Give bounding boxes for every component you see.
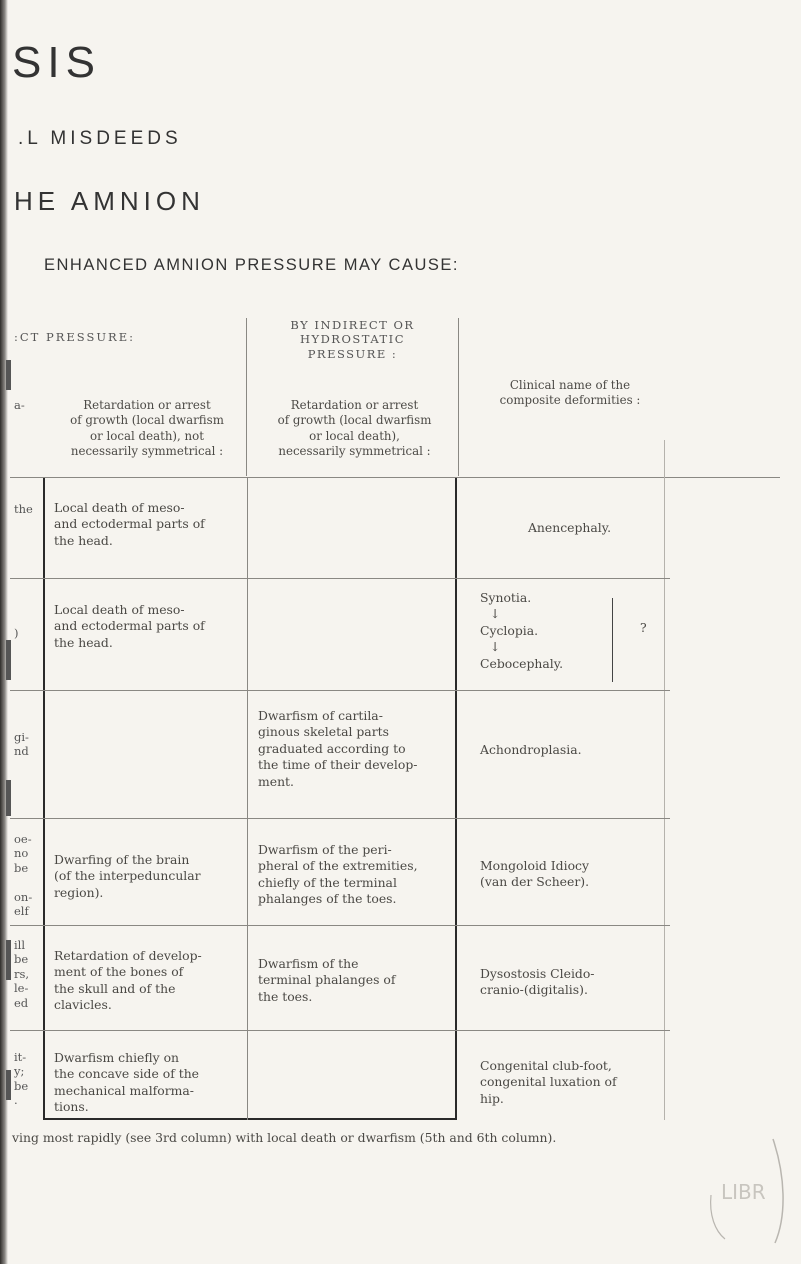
rule [664,440,665,1120]
row-indirect: Dwarfism of the terminal phalanges of the toes. [258,956,396,1004]
row-clinical: Synotia. ↓ Cyclopia. ↓ Cebocephaly. [480,590,630,672]
table-border [455,478,457,1120]
row-edge: the [14,502,33,516]
rule [458,318,459,476]
gutter-mark [6,780,11,816]
row-direct: Local death of meso- and ectodermal parts of the head. [54,602,205,650]
row-edge: ill be rs, le- ed [14,938,30,1010]
left-edge-a: a- [14,398,25,412]
heading-a: SIS [12,38,101,87]
query-mark: ? [640,620,647,635]
svg-text:LIBR: LIBR [721,1180,766,1204]
col2-sub: Retardation or arrest of growth (local dwarfism or local death), necessarily symmetrical : [277,398,432,458]
row-rule [10,818,670,819]
gutter-mark [6,940,11,980]
row-edge: oe- no be on- elf [14,832,33,918]
gutter-mark [6,640,11,680]
row-direct: Retardation of develop- ment of the bones of the skull and of the clavicles. [54,948,202,1013]
col2-head: BY INDIRECT OR HYDROSTATIC PRESSURE : [290,318,415,361]
bracket [612,598,613,682]
table-border [43,478,45,1120]
col1-head: :CT PRESSURE: [14,330,135,344]
heading-b: .L MISDEEDS [18,128,182,149]
row-clinical: Dysostosis Cleido- cranio-(digitalis). [480,966,595,998]
row-edge: gi- nd [14,730,29,759]
row-edge: it- y; be . [14,1050,29,1108]
row-rule [10,578,670,579]
row-indirect: Dwarfism of the peri- pheral of the extremities, chiefly of the terminal phalanges of the toes. [258,842,418,907]
gutter-mark [6,360,11,390]
table-border [43,1118,457,1120]
arrow-down-icon: ↓ [490,639,501,655]
row-direct: Dwarfism chiefly on the concave side of the mechanical malforma- tions. [54,1050,200,1115]
row-clinical: Anencephaly. [527,520,612,535]
row-direct: Dwarfing of the brain (of the interpeduncular region). [54,852,201,900]
row-indirect: Dwarfism of cartila- ginous skeletal parts graduated according to the time of their develop- ment. [258,708,418,789]
row-edge: ) [14,626,19,640]
gutter-mark [6,1070,11,1100]
footnote: ving most rapidly (see 3rd column) with local death or dwarfism (5th and 6th column). [12,1130,557,1145]
library-stamp [703,1135,789,1247]
col3-head: Clinical name of the composite deformities : [499,378,641,408]
page-title: ENHANCED AMNION PRESSURE MAY CAUSE: [44,256,459,274]
row-direct: Local death of meso- and ectodermal parts of the head. [54,500,205,548]
rule [246,318,247,476]
row-rule [10,690,670,691]
row-clinical: Congenital club-foot, congenital luxation of hip. [480,1058,617,1106]
rule [247,478,248,1120]
row-clinical: Achondroplasia. [480,742,582,757]
row-clinical: Mongoloid Idiocy (van der Scheer). [480,858,590,890]
arrow-down-icon: ↓ [490,606,501,622]
heading-c: HE AMNION [14,186,205,216]
row-rule [10,1030,670,1031]
row-rule [10,925,670,926]
col1-sub: Retardation or arrest of growth (local dwarfism or local death), not necessarily symmetrical : [70,398,224,458]
